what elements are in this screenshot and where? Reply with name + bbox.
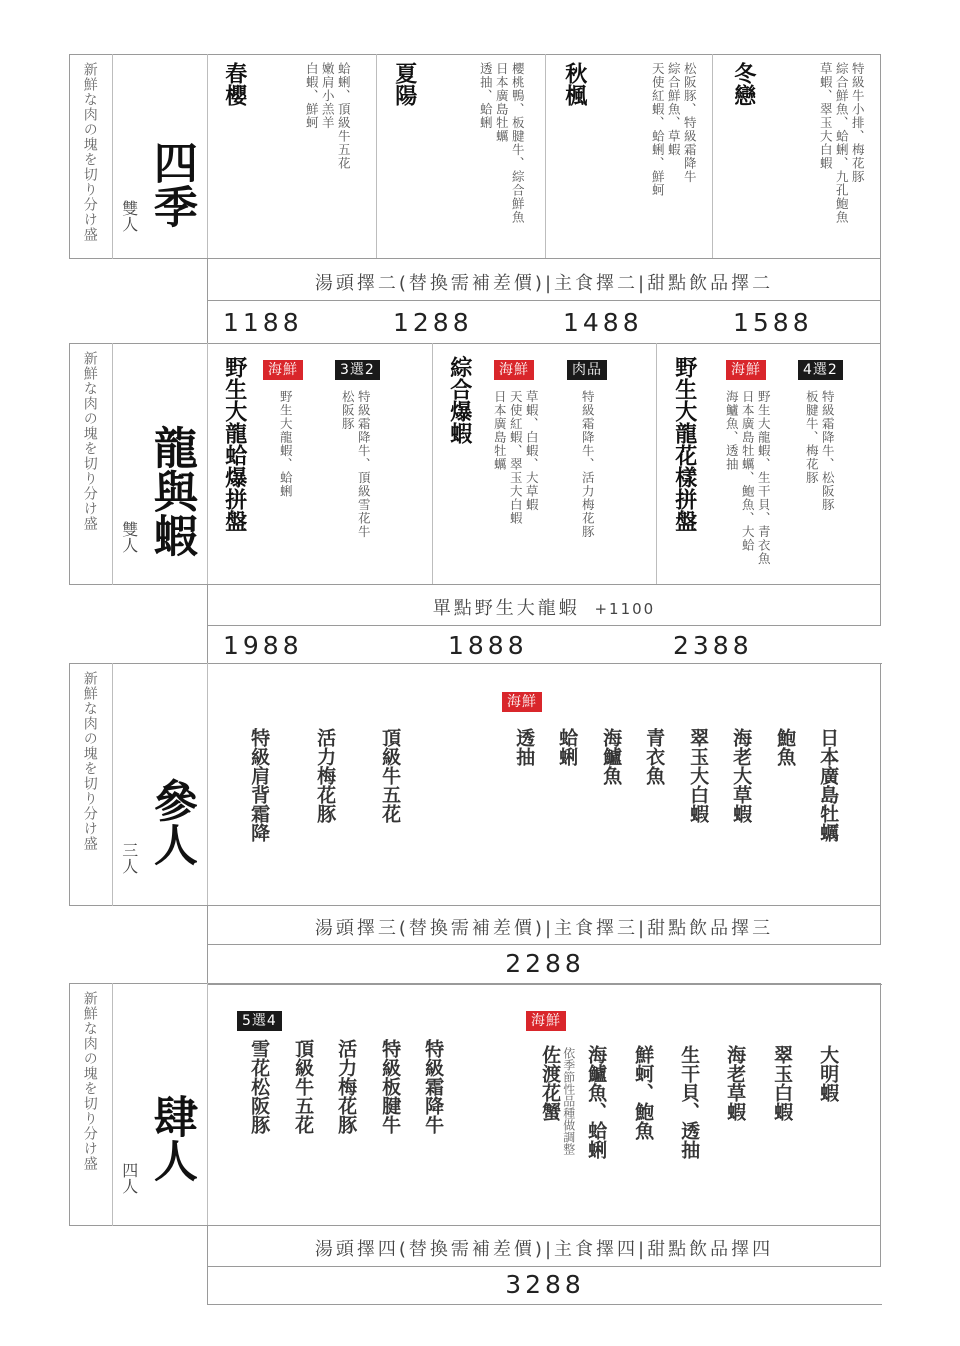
course-items: 特級牛小排、梅花豚 [850, 62, 866, 184]
menu-item: 海老草蝦 [724, 1045, 747, 1121]
side-tagline: 新鮮な肉の塊を切り分け盛 [81, 62, 98, 242]
course-items: 特級霜降牛、頂級雪花牛 [356, 390, 372, 539]
menu-item: 海鱸魚、蛤蜊 [585, 1045, 608, 1159]
seafood-badge: 海鮮 [526, 1011, 566, 1031]
course-items: 日本廣島牡蠣 [492, 390, 508, 471]
menu-item: 鮑魚 [774, 728, 797, 766]
course-name: 野生大龍蛤爆拼盤 [221, 356, 248, 532]
course-items: 松阪豚、特級霜降牛 [682, 62, 698, 184]
seafood-badge: 海鮮 [263, 360, 303, 380]
menu-item: 雪花松阪豚 [248, 1039, 271, 1134]
menu-item: 佐渡花蟹 [539, 1045, 562, 1121]
course-name: 秋楓 [561, 62, 588, 106]
price: 1588 [733, 308, 813, 337]
set-title: 肆人 [145, 1094, 197, 1182]
course-items: 特級霜降牛、松阪豚 [820, 390, 836, 512]
persons-label: 雙人 [119, 200, 139, 232]
course-items: 透抽、蛤蜊 [478, 62, 494, 130]
menu-item: 海鱸魚 [600, 728, 623, 785]
persons-label: 三人 [119, 842, 139, 874]
menu-item: 透抽 [513, 728, 536, 766]
menu-item: 日本廣島牡蠣 [817, 728, 840, 842]
menu-item: 青衣魚 [643, 728, 666, 785]
menu-item: 生干貝、透抽 [678, 1045, 701, 1159]
course-name: 綜合爆蝦 [446, 356, 473, 444]
course-items: 海鱸魚、透抽 [724, 390, 740, 471]
course-items: 蛤蜊、頂級牛五花 [336, 62, 352, 170]
menu-item: 頂級牛五花 [292, 1039, 315, 1134]
price: 1988 [223, 631, 303, 660]
menu-item: 特級板腱牛 [379, 1039, 402, 1134]
menu-item: 翠玉白蝦 [771, 1045, 794, 1121]
course-items: 特級霜降牛、活力梅花豚 [580, 390, 596, 539]
choice-badge: 5選4 [237, 1011, 282, 1031]
course-items: 日本廣島牡蠣 [494, 62, 510, 143]
menu-item: 活力梅花豚 [314, 728, 337, 823]
set-title: 參人 [145, 778, 197, 866]
course-items: 天使紅蝦、翠玉大白蝦 [508, 390, 524, 525]
menu-item: 特級霜降牛 [422, 1039, 445, 1134]
price: 1888 [448, 631, 528, 660]
course-name: 野生大龍花樣拼盤 [671, 356, 698, 532]
persons-label: 四人 [119, 1162, 139, 1194]
seafood-badge: 海鮮 [502, 692, 542, 712]
choice-badge: 4選2 [798, 360, 843, 380]
course-items: 野生大龍蝦、蛤蜊 [278, 390, 294, 498]
menu-item: 特級肩背霜降 [248, 728, 271, 842]
price: 2288 [505, 949, 585, 978]
seafood-badge: 海鮮 [494, 360, 534, 380]
menu-item: 頂級牛五花 [379, 728, 402, 823]
course-items: 白蝦、鮮蚵 [304, 62, 320, 130]
menu-item: 活力梅花豚 [335, 1039, 358, 1134]
set-title: 四季 [145, 140, 197, 228]
meat-badge: 肉品 [567, 360, 607, 380]
single-order-line [208, 594, 880, 620]
course-items: 綜合鮮魚、蛤蜊、九孔鮑魚 [834, 62, 850, 224]
persons-label: 雙人 [119, 521, 139, 553]
single-order-label: 單點野生大龍蝦 [432, 598, 580, 619]
price: 2388 [673, 631, 753, 660]
single-order-price: +1100 [594, 600, 656, 618]
menu-item: 大明蝦 [817, 1045, 840, 1102]
set-title: 龍與蝦 [145, 425, 197, 557]
course-items: 板腱牛、梅花豚 [804, 390, 820, 485]
price: 1488 [563, 308, 643, 337]
course-items: 櫻桃鴨、板腱牛、綜合鮮魚 [510, 62, 526, 224]
options-line: 湯頭擇四(替換需補差價)|主食擇四|甜點飲品擇四 [314, 1239, 774, 1260]
course-items: 草蝦、翠玉大白蝦 [818, 62, 834, 170]
options-line: 湯頭擇三(替換需補差價)|主食擇三|甜點飲品擇三 [314, 918, 774, 939]
menu-item: 海老大草蝦 [730, 728, 753, 823]
course-items: 天使紅蝦、蛤蜊、鮮蚵 [650, 62, 666, 197]
side-tagline: 新鮮な肉の塊を切り分け盛 [81, 991, 98, 1171]
crab-note: 依季節性品種做調整 [561, 1047, 576, 1155]
seafood-badge: 海鮮 [726, 360, 766, 380]
course-items: 綜合鮮魚、草蝦 [666, 62, 682, 157]
course-name: 春櫻 [221, 62, 248, 106]
price: 1288 [393, 308, 473, 337]
course-name: 冬戀 [730, 62, 757, 106]
course-items: 嫩肩小羔羊 [320, 62, 336, 130]
side-tagline: 新鮮な肉の塊を切り分け盛 [81, 671, 98, 851]
course-items: 松阪豚 [340, 390, 356, 431]
course-name: 夏陽 [391, 62, 418, 106]
menu-item: 蛤蜊 [556, 728, 579, 766]
course-items: 草蝦、白蝦、大草蝦 [524, 390, 540, 512]
price: 1188 [223, 308, 303, 337]
menu-item: 鮮蚵、鮑魚 [632, 1045, 655, 1140]
options-line: 湯頭擇二(替換需補差價)|主食擇二|甜點飲品擇二 [314, 273, 774, 294]
course-items: 野生大龍蝦、生干貝、青衣魚 [756, 390, 772, 566]
side-tagline: 新鮮な肉の塊を切り分け盛 [81, 351, 98, 531]
choice-badge: 3選2 [335, 360, 380, 380]
price: 3288 [505, 1270, 585, 1299]
menu-item: 翠玉大白蝦 [687, 728, 710, 823]
course-items: 日本廣島牡蠣、鮑魚、大蛤 [740, 390, 756, 552]
